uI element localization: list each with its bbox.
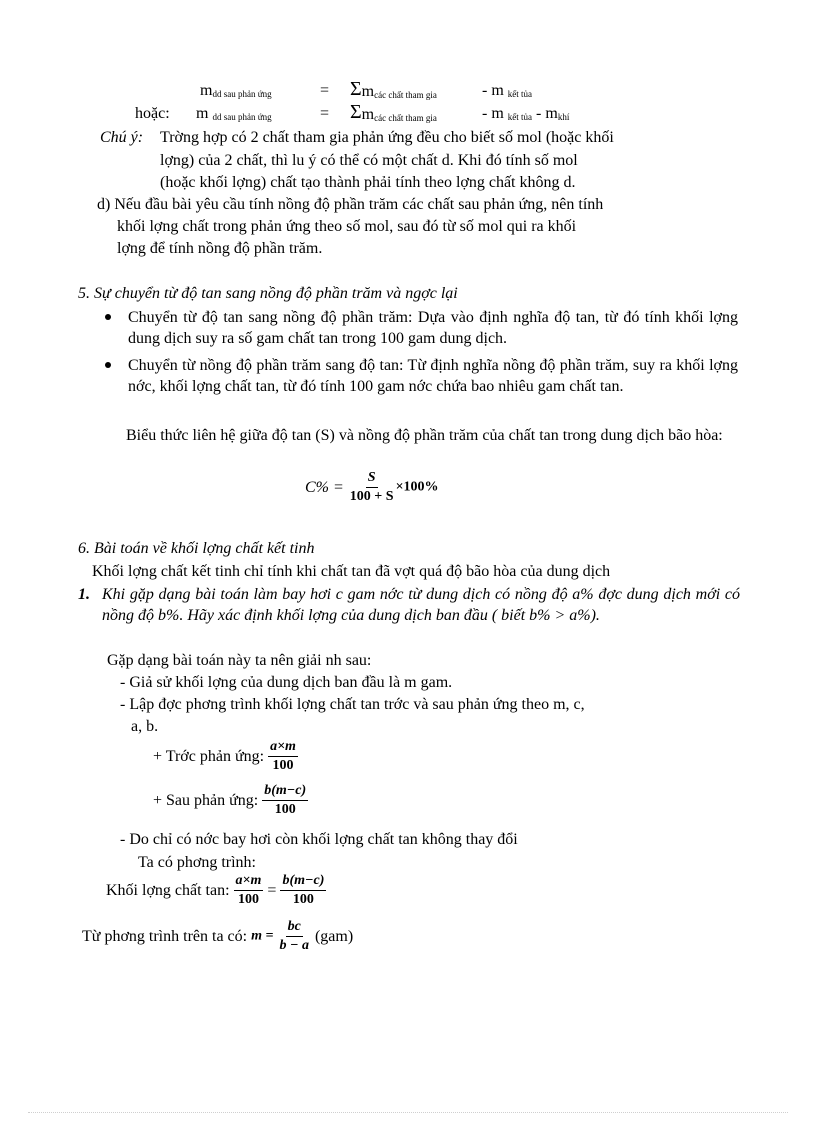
before-reaction — [153, 739, 298, 774]
formula-m: m — [196, 105, 209, 122]
formula-sum-2 — [350, 99, 437, 125]
mass-right-fraction — [280, 873, 326, 908]
formula-eq-2: = — [320, 105, 330, 122]
fraction-denominator: b − a — [279, 938, 309, 954]
step-2-line-2: a, b. — [131, 718, 159, 735]
sum-subscript: các chất tham gia — [374, 90, 437, 100]
before-label: + Trớc phản ứng: — [153, 748, 265, 766]
mass-label: Khối lợng chất tan: — [106, 882, 230, 900]
item-d-line-2: khối lợng chất trong phản ứng theo số mol, sau đó từ số mol qui ra khối — [117, 218, 577, 235]
formula-minus-2 — [482, 103, 569, 124]
fraction-numerator: a×m — [268, 739, 298, 757]
formula-line-1 — [200, 80, 272, 101]
sigma-symbol: Σ — [350, 101, 362, 123]
fraction-numerator: bc — [286, 919, 303, 937]
mass-left-fraction — [234, 873, 264, 908]
item-d-line-3: lợng để tính nồng độ phần trăm. — [117, 240, 323, 257]
result-equation — [82, 919, 353, 954]
fraction-numerator: S — [366, 470, 378, 488]
note-label: Chú ý: — [100, 129, 144, 146]
result-fraction — [277, 919, 310, 954]
section-5-bullet-2: Chuyển từ nồng độ phần trăm sang độ tan: Từ định nghĩa nồng độ phần trăm, suy ra khối lợng nớc, khối lợng chất tan, từ đó tính 100 gam nớc chứa bao nhiêu gam chất tan. — [128, 357, 738, 396]
formula-m: m — [200, 82, 213, 99]
formula-m-subscript: dd sau phản ứng — [212, 112, 272, 122]
formula-tail: ×100% — [395, 479, 439, 495]
section-5-relation-text: Biểu thức liên hệ giữa độ tan (S) và nồng độ phần trăm của chất tan trong dung dịch bão hòa: — [126, 427, 723, 444]
formula-prefix-hoac: hoặc: — [135, 105, 170, 122]
fraction-denominator: 100 + S — [349, 489, 394, 505]
fraction-numerator: b(m−c) — [262, 783, 308, 801]
formula-m-subscript: dd sau phản ứng — [212, 89, 272, 99]
fraction-numerator: a×m — [234, 873, 264, 891]
sum-m: m — [361, 106, 375, 123]
minus-m-khi: - m — [536, 105, 558, 122]
fraction-denominator: 100 — [274, 802, 296, 818]
note-line-2: lợng) của 2 chất, thì lu ý có thể có một chất d. Khi đó tính số mol — [160, 152, 578, 169]
fraction-numerator: b(m−c) — [280, 873, 326, 891]
minus-subscript-khi: khí — [557, 112, 570, 122]
minus-m: - m — [482, 105, 504, 122]
step-3b: Ta có phơng trình: — [138, 854, 256, 871]
step-3: - Do chỉ có nớc bay hơi còn khối lợng chất tan không thay đổi — [120, 831, 518, 848]
bullet-icon — [105, 314, 111, 320]
sum-subscript: các chất tham gia — [374, 113, 437, 123]
step-1: - Giả sử khối lợng của dung dịch ban đầu là m gam. — [120, 674, 453, 691]
section-5-heading: 5. Sự chuyển từ độ tan sang nồng độ phần trăm và ngợc lại — [78, 285, 458, 302]
problem-number: 1. — [78, 586, 90, 603]
formula-fraction — [348, 470, 396, 505]
section-5-bullet-1: Chuyển từ độ tan sang nồng độ phần trăm: Dựa vào định nghĩa độ tan, từ đó tính khối lợng dung dịch suy ra số gam chất tan trong 100 gam dung dịch. — [128, 309, 738, 348]
note-line-1: Trờng hợp có 2 chất tham gia phản ứng đều cho biết số mol (hoặc khối — [160, 129, 614, 146]
result-label: Từ phơng trình trên ta có: — [82, 928, 248, 946]
result-unit: (gam) — [314, 928, 354, 946]
after-reaction — [153, 783, 308, 818]
fraction-denominator: 100 — [237, 892, 259, 908]
formula-line-2 — [196, 103, 272, 124]
sum-m: m — [361, 83, 375, 100]
sigma-symbol: Σ — [350, 78, 362, 100]
section-6-intro: Khối lợng chất kết tinh chỉ tính khi chất tan đã vợt quá độ bão hòa của dung dịch — [92, 563, 611, 580]
formula-minus-1 — [482, 80, 532, 101]
item-d-line-1: d) Nếu đầu bài yêu cầu tính nồng độ phần trăm các chất sau phản ứng, nên tính — [97, 196, 604, 213]
note-line-3: (hoặc khối lợng) chất tạo thành phải tính theo lợng chất không d. — [160, 174, 576, 191]
fraction-denominator: 100 — [272, 758, 294, 774]
after-label: + Sau phản ứng: — [153, 792, 259, 810]
formula-eq-1: = — [320, 82, 330, 99]
minus-subscript: kết tủa — [507, 112, 533, 122]
section-6-heading: 6. Bài toán về khối lợng chất kết tinh — [78, 540, 315, 557]
minus-subscript: kết tủa — [507, 89, 533, 99]
fraction-denominator: 100 — [292, 892, 314, 908]
mass-equation — [106, 873, 326, 908]
problem-text: Khi gặp dạng bài toán làm bay hơi c gam nớc từ dung dịch có nồng độ a% đợc dung dịch mới có nồng độ b%. Hãy xác định khối lợng của dung dịch ban đầu ( biết b% > a%). — [102, 586, 740, 625]
before-fraction — [268, 739, 298, 774]
minus-m: - m — [482, 82, 504, 99]
solubility-formula — [305, 470, 439, 505]
page-bottom-divider — [28, 1112, 788, 1113]
bullet-icon — [105, 362, 111, 368]
formula-lhs: C% = — [305, 479, 344, 497]
solve-intro: Gặp dạng bài toán này ta nên giải nh sau: — [107, 652, 372, 669]
equals-sign: = — [267, 882, 277, 900]
after-fraction — [262, 783, 308, 818]
step-2-line-1: - Lập đợc phơng trình khối lợng chất tan trớc và sau phản ứng theo m, c, — [120, 696, 585, 713]
result-lhs: m = — [251, 928, 274, 944]
